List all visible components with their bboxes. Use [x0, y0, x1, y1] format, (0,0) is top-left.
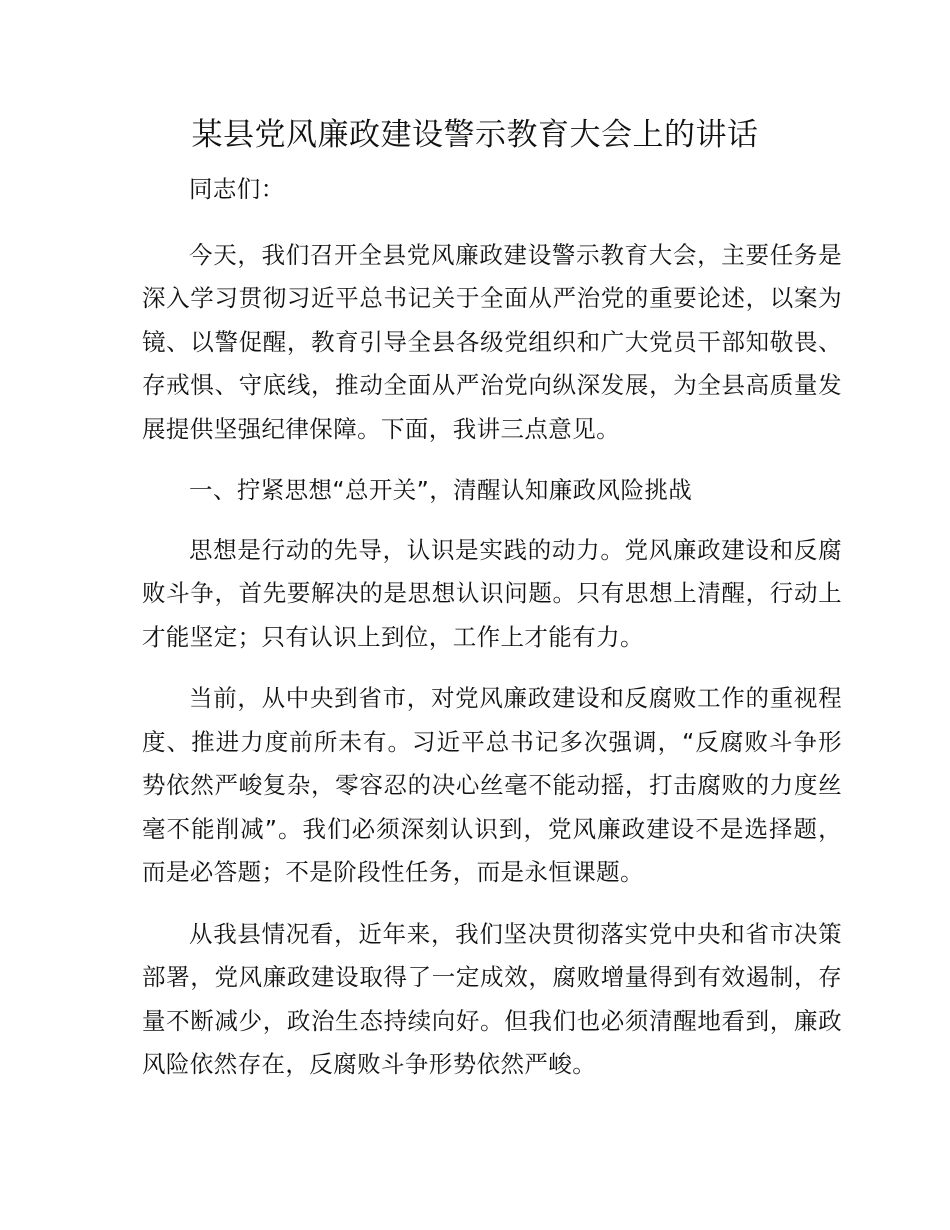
- document-body: [142, 168, 842, 1105]
- paragraph-intro: 今天，我们召开全县党风廉政建设警示教育大会，主要任务是深入学习贯彻习近平总书记关于全面从严治党的重要论述，以案为镜、以警促醒，教育引导全县各级党组织和广大党员干部知敬畏、存戒惧、守底线，推动全面从严治党向纵深发展，为全县高质量发展提供坚强纪律保障。下面，我讲三点意见。: [142, 240, 842, 443]
- paragraph-current: 当前，从中央到省市，对党风廉政建设和反腐败工作的重视程度、推进力度前所未有。习近平总书记多次强调，“反腐败斗争形势依然严峻复杂，零容忍的决心丝毫不能动摇，打击腐败的力度丝毫不能削减”。我们必须深刻认识到，党风廉政建设不是选择题，而是必答题；不是阶段性任务，而是永恒课题。: [142, 684, 842, 886]
- section-heading-1: 一、拧紧思想“总开关”，清醒认知廉政风险挑战: [189, 476, 693, 504]
- salutation: 同志们：: [189, 175, 285, 203]
- document-title: 某县党风廉政建设警示教育大会上的讲话: [191, 117, 759, 153]
- paragraph-thought: 思想是行动的先导，认识是实践的动力。党风廉政建设和反腐败斗争，首先要解决的是思想认识问题。只有思想上清醒，行动上才能坚定；只有认识上到位，工作上才能有力。: [142, 535, 842, 651]
- paragraph-county: 从我县情况看，近年来，我们坚决贯彻落实党中央和省市决策部署，党风廉政建设取得了一定成效，腐败增量得到有效遏制，存量不断减少，政治生态持续向好。但我们也必须清醒地看到，廉政风险依然存在，反腐败斗争形势依然严峻。: [142, 919, 842, 1078]
